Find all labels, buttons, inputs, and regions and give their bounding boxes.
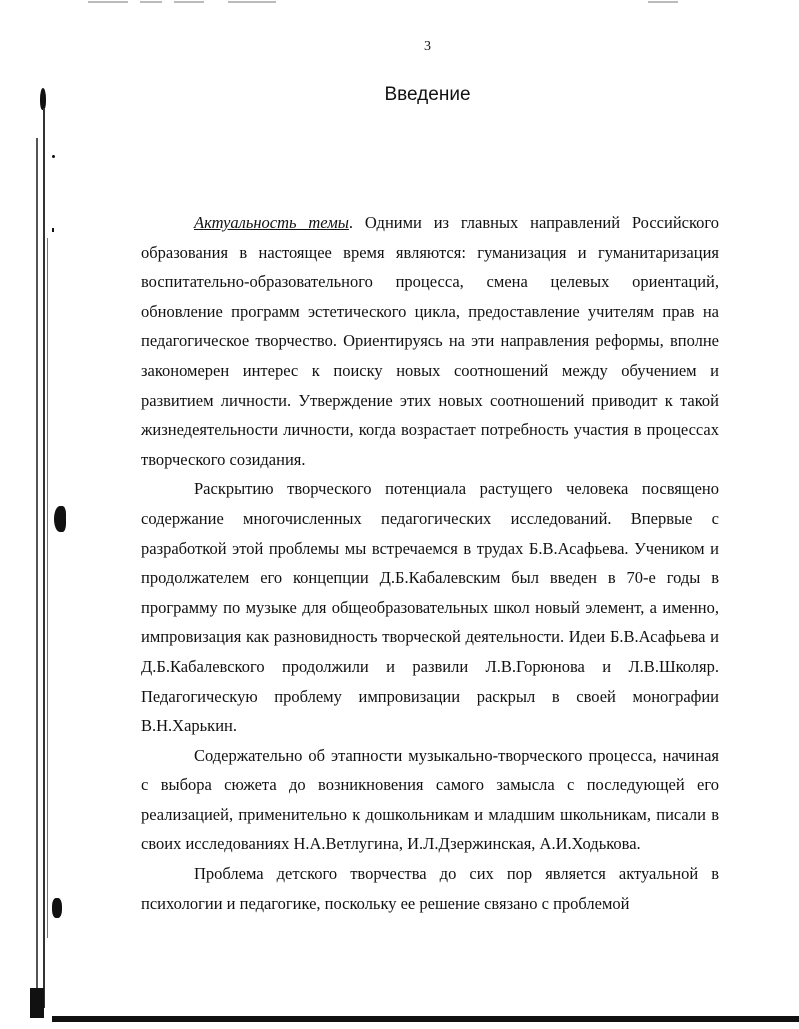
paragraph-text: . Одними из главных направлений Российского образования в настоящее время являются: гуманизация и гуманитаризация воспитательно-образовательного процесса, смена целевых ориентаций, обновление программ эстетического цикла, предоставление учителям прав на педагогическое творчество. Ориентируясь на эти направления реформы, вполне закономерен интерес к поиску новых соотношений между обучением и развитием личности. Утверждение этих новых соотношений приводит к такой жизнедеятельности личности, когда возрастает потребность участия в процессах творческого созидания. <box>141 213 720 469</box>
scan-left-edge <box>30 88 48 1018</box>
paragraph-2: Раскрытию творческого потенциала растущего человека посвящено содержание многочисленных педагогических исследований. Впервые с разработкой этой проблемы мы встречаемся в трудах Б.В.Асафьева. Учеником и продолжателем его концепции Д.Б.Кабалевским был введен в 70-е годы в программу по музыке для общеобразовательных школ новый элемент, а именно, импровизация как разновидность творческой деятельности. Идеи Б.В.Асафьева и Д.Б.Кабалевского продолжили и развили Л.В.Горюнова и Л.В.Школяр. Педагогическую проблему импровизации раскрыл в своей монографии В.Н.Харькин. <box>141 479 719 736</box>
page-number: 3 <box>424 39 431 54</box>
body-text <box>141 208 719 918</box>
paragraph-3: Содержательно об этапности музыкально-творческого процесса, начиная с выбора сюжета до возникновения самого замысла с последующей его реализацией, применительно к дошкольникам и младшим школьникам, писали в своих исследованиях Н.А.Ветлугина, И.Л.Дзержинская, А.И.Ходькова. <box>141 745 719 854</box>
scan-bottom-edge <box>52 1016 799 1022</box>
paragraph-lead: Актуальность темы <box>194 213 349 232</box>
scan-top-marks <box>88 0 708 6</box>
page-title: Введение <box>384 84 471 105</box>
paragraph-1 <box>141 208 719 474</box>
paragraph-4: Проблема детского творчества до сих пор является актуальной в психологии и педагогике, поскольку ее решение связано с проблемой <box>141 864 719 913</box>
